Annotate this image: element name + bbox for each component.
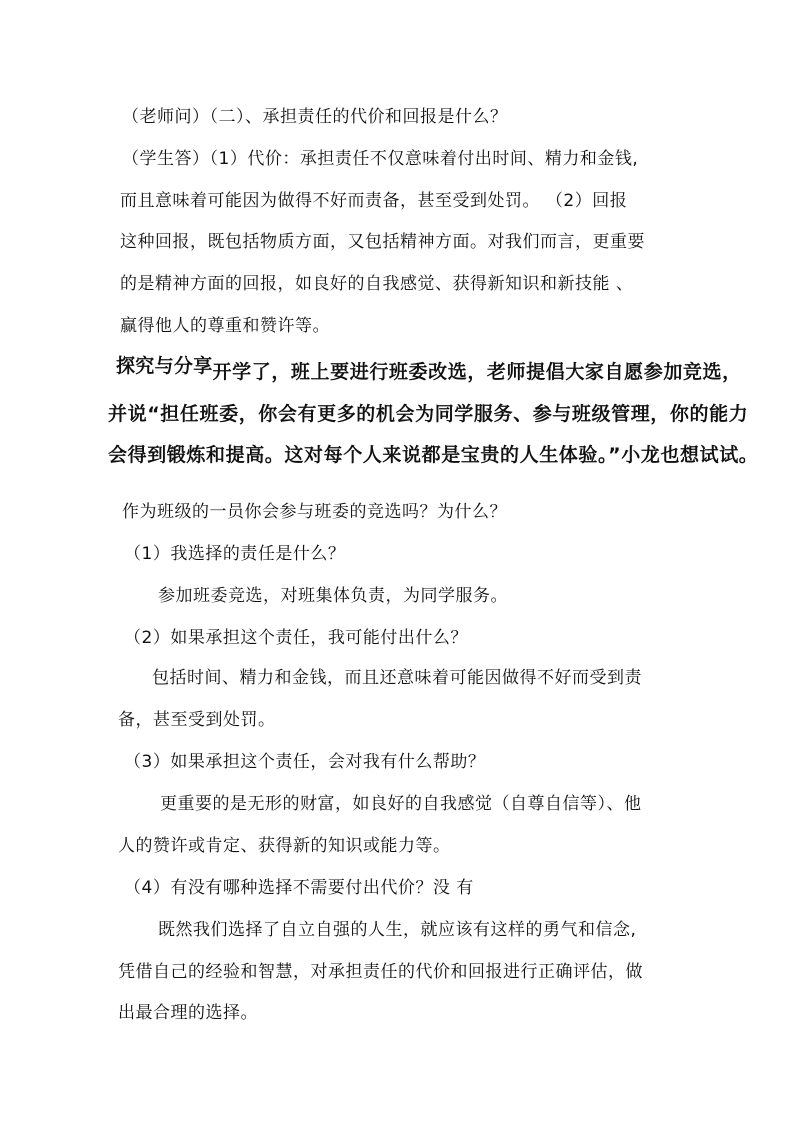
conclusion-line-3: 出最合理的选择。 (118, 1003, 258, 1023)
answer-2-line-2: 备，甚至受到处罚。 (118, 710, 276, 730)
explore-first-line (116, 355, 742, 384)
answer-line-1: （学生答）（1）代价：承担责任不仅意味着付出时间、精力和金钱, (122, 149, 639, 169)
answer-line-5: 赢得他人的尊重和赞许等。 (120, 316, 330, 336)
conclusion-line-2: 凭借自己的经验和智慧，对承担责任的代价和回报进行正确评估，做 (118, 962, 643, 982)
explore-heading: 探究与分享 (116, 355, 213, 377)
explore-line-3: 会得到锻炼和提高。这对每个人来说都是宝贵的人生体验。”小龙也想试试。 (108, 444, 759, 466)
question-3: （3）如果承担这个责任，会对我有什么帮助？ (124, 752, 486, 772)
teacher-question: （老师问）（二）、承担责任的代价和回报是什么？ (122, 107, 508, 127)
answer-3-line-2: 人的赞许或肯定、获得新的知识或能力等。 (118, 836, 451, 856)
conclusion-line-1: 既然我们选择了自立自强的人生，就应该有这样的勇气和信念, (158, 920, 637, 940)
explore-line-2: 并说“担任班委，你会有更多的机会为同学服务、参与班级管理，你的能力 (108, 403, 749, 425)
answer-3-line-1: 更重要的是无形的财富，如良好的自我感觉（自尊自信等）、他 (160, 794, 642, 814)
question-4: （4）有没有哪种选择不需要付出代价？没 有 (124, 878, 474, 898)
answer-line-3: 这种回报，既包括物质方面，又包括精神方面。对我们而言，更重要 (120, 232, 645, 252)
answer-1: 参加班委竞选，对班集体负责，为同学服务。 (158, 586, 508, 606)
question-1: （1）我选择的责任是什么？ (124, 544, 346, 564)
explore-line-1: 开学了，班上要进行班委改选，老师提倡大家自愿参加竞选， (212, 361, 742, 383)
answer-line-4: 的是精神方面的回报，如良好的自我感觉、获得新知识和新技能 、 (120, 274, 634, 294)
answer-line-2: 而且意味着可能因为做得不好而责备，甚至受到处罚。 （2）回报 (120, 191, 628, 211)
questions-intro: 作为班级的一员你会参与班委的竞选吗？为什么？ (122, 502, 507, 522)
answer-2-line-1: 包括时间、精力和金钱，而且还意味着可能因做得不好而受到责 (152, 668, 642, 688)
question-2: （2）如果承担这个责任，我可能付出什么？ (124, 628, 468, 648)
